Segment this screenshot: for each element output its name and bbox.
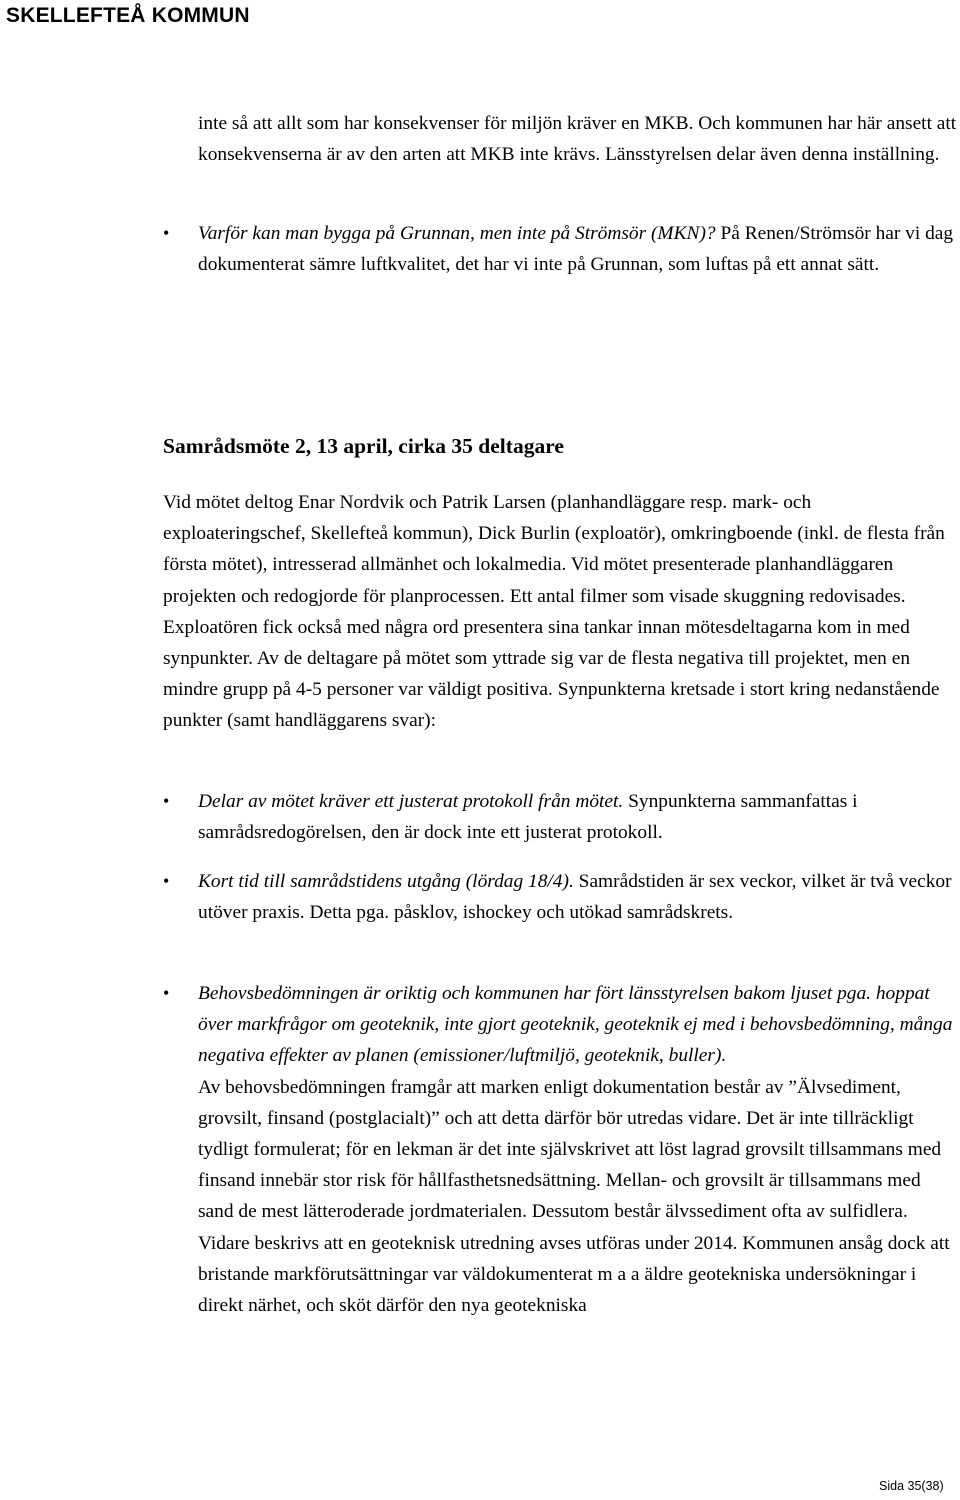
bullet-4-marker: • bbox=[163, 983, 170, 1003]
bullet-1-marker: • bbox=[163, 223, 170, 243]
bullet-1-question: Varför kan man bygga på Grunnan, men inte på Strömsör (MKN)? bbox=[198, 223, 716, 244]
bullet-3-marker: • bbox=[163, 871, 170, 891]
bullet-3-question: Kort tid till samrådstidens utgång (lördag 18/4). bbox=[198, 871, 574, 892]
bullet-1 bbox=[198, 218, 958, 280]
section-body: Vid mötet deltog Enar Nordvik och Patrik Larsen (planhandläggare resp. mark- och exploateringschef, Skellefteå kommun), Dick Burlin (exploatör), omkringboende (inkl. de flesta från första mötet), intresserad allmänhet och lokalmedia. Vid mötet presenterade planhandläggaren projekten och redogjorde för planprocessen. Ett antal filmer som visade skuggning redovisades. Exploatören fick också med några ord presentera sina tankar innan mötesdeltagarna kom in med synpunkter. Av de deltagare på mötet som yttrade sig var de flesta negativa till projektet, men en mindre grupp på 4-5 personer var väldigt positiva. Synpunkterna kretsade i stort kring nedanstående punkter (samt handläggarens svar): bbox=[163, 492, 945, 732]
intro-paragraph: inte så att allt som har konsekvenser för miljön kräver en MKB. Och kommunen har här ansett att konsekvenserna är av den arten att MKB inte krävs. Länsstyrelsen delar även denna inställning. bbox=[198, 113, 957, 166]
bullet-4-question: Behovsbedömningen är oriktig och kommunen har fört länsstyrelsen bakom ljuset pga. hoppat över markfrågor om geoteknik, inte gjort geoteknik, geoteknik ej med i behovsbedömning, många negativa effekter av planen (emissioner/luftmiljö, geoteknik, buller). bbox=[198, 983, 953, 1067]
bullet-4 bbox=[198, 978, 958, 1321]
bullet-1-answer: På Renen/Strömsör har vi dag dokumenterat sämre luftkvalitet, det har vi inte på Grunnan, som luftas på ett annat sätt. bbox=[198, 223, 954, 276]
bullet-4-answer: Av behovsbedömningen framgår att marken enligt dokumentation består av ”Älvsediment, grovsilt, finsand (postglacialt)” och att detta därför bör utredas vidare. Det är inte tillräckligt tydligt formulerat; för en lekman är det inte självskrivet att löst lagrad grovsilt tillsammans med finsand innebär stor risk för hållfasthetsnedsättning. Mellan- och grovsilt är tillsammans med sand de mest lätteroderade jordmaterialen. Dessutom består älvssediment ofta av sulfidlera. Vidare beskrivs att en geoteknisk utredning avses utföras under 2014. Kommunen ansåg dock att bristande markförutsättningar var väldokumenterat m a a äldre geotekniska undersökningar i direkt närhet, och sköt därför den nya geotekniska bbox=[198, 1076, 950, 1317]
section-heading: Samrådsmöte 2, 13 april, cirka 35 deltagare bbox=[163, 434, 564, 458]
page-number: Sida 35(38) bbox=[879, 1479, 944, 1493]
bullet-3 bbox=[198, 866, 958, 928]
document-header: SKELLEFTEÅ KOMMUN bbox=[6, 4, 250, 27]
bullet-2 bbox=[198, 786, 958, 848]
bullet-2-marker: • bbox=[163, 791, 170, 811]
bullet-2-answer: Synpunkterna sammanfattas i samrådsredogörelsen, den är dock inte ett justerat protokoll. bbox=[198, 791, 858, 844]
bullet-2-question: Delar av mötet kräver ett justerat protokoll från mötet. bbox=[198, 791, 624, 812]
bullet-3-answer: Samrådstiden är sex veckor, vilket är två veckor utöver praxis. Detta pga. påsklov, ishockey och utökad samrådskrets. bbox=[198, 871, 952, 924]
